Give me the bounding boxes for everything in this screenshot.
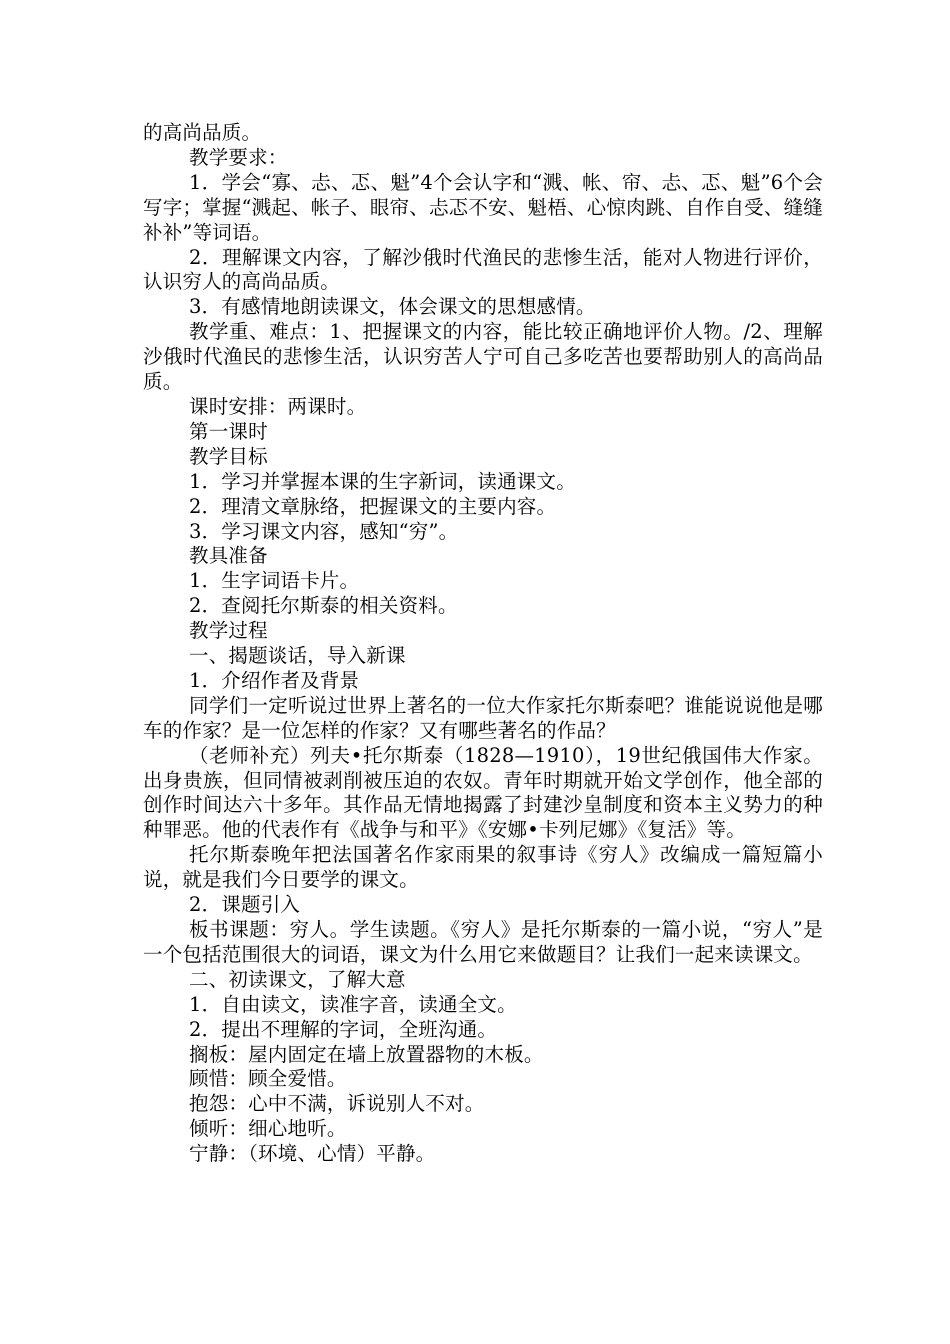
paragraph-author-intro: （老师补充）列夫•托尔斯泰（1828—1910），19世纪俄国伟大作家。出身贵族，但同情被剥削被压迫的农奴。青年时期就开始文学创作，他全部的创作时间达六十多年。其作品无情地揭露了封建沙皇制度和资本主义势力的种种罪恶。他的代表作有《战争与和平》《安娜•卡列尼娜》《复活》等。	[143, 743, 823, 842]
paragraph: 同学们一定听说过世界上著名的一位大作家托尔斯泰吧？谁能说说他是哪车的作家？是一位怎样的作家？又有哪些著名的作品？	[143, 693, 823, 742]
vocab-entry: 搁板：屋内固定在墙上放置器物的木板。	[189, 1042, 544, 1066]
paragraph: 托尔斯泰晚年把法国著名作家雨果的叙事诗《穷人》改编成一篇短篇小说，就是我们今日要学的课文。	[143, 843, 823, 892]
vocab-entry: 倾听：细心地听。	[189, 1117, 347, 1141]
paragraph: 板书课题：穷人。学生读题。《穷人》是托尔斯泰的一篇小说，“穷人”是一个包括范围很大的词语，课文为什么用它来做题目？让我们一起来读课文。	[143, 918, 823, 966]
paragraph: 1．生字词语卡片。	[189, 569, 360, 593]
paragraph-key-points: 教学重、难点：1、把握课文的内容，能比较正确地评价人物。/2、理解沙俄时代渔民的悲惨生活，认识穷苦人宁可自己多吃苦也要帮助别人的高尚品质。	[143, 320, 823, 394]
paragraph-teaching-requirements-heading: 教学要求：	[189, 145, 288, 169]
paragraph-schedule: 课时安排：两课时。	[189, 394, 367, 418]
section-heading-part-one: 一、揭题谈话，导入新课	[189, 644, 406, 668]
section-heading-goals: 教学目标	[189, 444, 268, 468]
paragraph: 1．学会“寡、忐、忑、魁”4个会认字和“溅、帐、帘、忐、忑、魁”6个会写字；掌握“溅起、帐子、眼帘、忐忑不安、魁梧、心惊肉跳、自作自受、缝缝补补”等词语。	[143, 170, 823, 244]
paragraph: 2．理清文章脉络，把握课文的主要内容。	[189, 494, 557, 518]
paragraph: 3．有感情地朗读课文，体会课文的思想感情。	[189, 295, 596, 319]
paragraph: 的高尚品质。	[143, 121, 262, 144]
paragraph: 2．提出不理解的字词，全班沟通。	[189, 1017, 498, 1041]
section-heading-part-two: 二、初读课文，了解大意	[189, 967, 406, 991]
paragraph: 1．介绍作者及背景	[189, 668, 360, 692]
paragraph: 2．查阅托尔斯泰的相关资料。	[189, 594, 458, 618]
paragraph: 2．课题引入	[189, 893, 301, 917]
section-heading-first-lesson: 第一课时	[189, 419, 268, 443]
paragraph: 1．自由读文，读准字音，读通全文。	[189, 992, 517, 1016]
paragraph: 3．学习课文内容，感知“穷”。	[189, 519, 459, 543]
section-heading-materials: 教具准备	[189, 544, 268, 568]
vocab-entry: 抱怨：心中不满，诉说别人不对。	[189, 1092, 485, 1116]
section-heading-process: 教学过程	[189, 619, 268, 643]
paragraph: 2．理解课文内容，了解沙俄时代渔民的悲惨生活，能对人物进行评价，认识穷人的高尚品质。	[143, 245, 823, 294]
vocab-entry: 宁静：（环境、心情）平静。	[189, 1142, 436, 1166]
paragraph: 1．学习并掌握本课的生字新词，读通课文。	[189, 469, 576, 493]
vocab-entry: 顾惜：顾全爱惜。	[189, 1067, 347, 1091]
document-body	[143, 121, 823, 1167]
